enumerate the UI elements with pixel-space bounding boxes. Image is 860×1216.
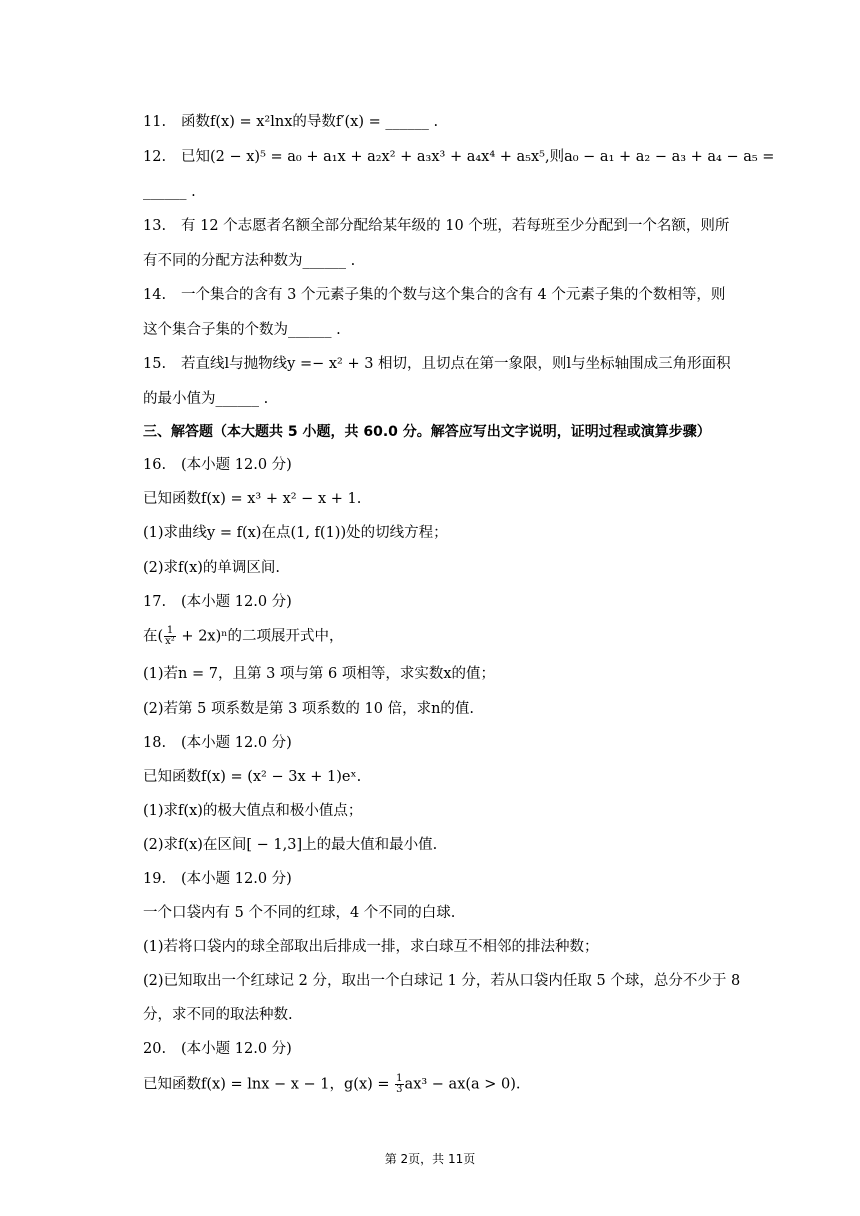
question-14-continued [143, 320, 753, 340]
question-text: 已知函数f(x) = x³ + x² − x + 1. [143, 491, 362, 507]
question-text: 的二项展开式中， [227, 628, 344, 645]
question-number: 12. [143, 149, 167, 165]
question-points: (本小题 12.0 分) [181, 1041, 292, 1057]
question-18-part-1 [143, 801, 753, 821]
question-text: ax³ − ax(a > 0). [404, 1076, 521, 1093]
question-17 [143, 592, 753, 612]
expression-prefix: 已知函数f(x) = lnx − x − 1，g(x) = [143, 1076, 395, 1093]
question-text: (1)若将口袋内的球全部取出后排成一排，求白球互不相邻的排法种数； [143, 939, 599, 955]
question-12 [143, 147, 775, 167]
question-text: 函数f(x) = x²lnx的导数f′(x) = ______ . [181, 114, 439, 130]
section-heading [143, 422, 753, 442]
fraction-denominator: x² [165, 636, 175, 647]
question-number: 13. [143, 218, 167, 234]
question-text: 分，求不同的取法种数. [143, 1007, 293, 1023]
fraction [395, 1074, 403, 1095]
question-18-stem [143, 767, 753, 787]
question-12-continued [143, 182, 753, 202]
question-number: 17. [143, 594, 167, 610]
question-text: 这个集合子集的个数为______ . [143, 322, 341, 338]
question-points: (本小题 12.0 分) [181, 594, 292, 610]
section-title: 三、解答题（本大题共 5 小题，共 60.0 分。解答应写出文字说明，证明过程或演算步骤） [143, 424, 711, 440]
expression-prefix: 在( [143, 628, 164, 645]
question-text: 已知函数f(x) = (x² − 3x + 1)eˣ. [143, 769, 362, 785]
question-16-part-1 [143, 523, 753, 543]
question-16-part-2 [143, 558, 753, 578]
question-points: (本小题 12.0 分) [181, 871, 292, 887]
question-number: 14. [143, 287, 167, 303]
question-17-stem [143, 626, 753, 647]
question-points: (本小题 12.0 分) [181, 735, 292, 751]
question-18-part-2 [143, 835, 753, 855]
question-number: 15. [143, 356, 167, 372]
page-footer: 第 2页，共 11页 [384, 1152, 476, 1166]
question-20 [143, 1039, 753, 1059]
question-number: 20. [143, 1041, 167, 1057]
expression-rest: + 2x)ⁿ [176, 628, 228, 645]
question-14 [143, 285, 753, 305]
question-text: (1)求曲线y = f(x)在点(1, f(1))处的切线方程； [143, 525, 448, 541]
question-text: 有 12 个志愿者名额全部分配给某年级的 10 个班，若每班至少分配到一个名额，则所 [181, 218, 730, 234]
question-text: (2)若第 5 项系数是第 3 项系数的 10 倍，求n的值. [143, 701, 475, 717]
question-16 [143, 455, 753, 475]
question-17-part-2 [143, 699, 753, 719]
question-16-stem [143, 489, 753, 509]
question-text: 的最小值为______ . [143, 391, 269, 407]
question-text: (2)已知取出一个红球记 2 分，取出一个白球记 1 分，若从口袋内任取 5 个球，总分不少于 8 [143, 973, 741, 989]
question-number: 19. [143, 871, 167, 887]
question-15-continued [143, 389, 753, 409]
question-text: (1)求f(x)的极大值点和极小值点； [143, 803, 363, 819]
question-text: ______ . [143, 184, 196, 200]
question-text: (2)求f(x)的单调区间. [143, 560, 281, 576]
question-19-part-1 [143, 937, 753, 957]
question-20-stem [143, 1074, 753, 1095]
question-13 [143, 216, 753, 236]
fraction-denominator: 3 [396, 1084, 403, 1095]
fraction-numerator: 1 [164, 626, 176, 637]
fraction [164, 626, 176, 647]
question-11 [143, 112, 753, 132]
question-text: 一个集合的含有 3 个元素子集的个数与这个集合的含有 4 个元素子集的个数相等，则 [181, 287, 726, 303]
question-text: 若直线l与抛物线y =− x² + 3 相切，且切点在第一象限，则l与坐标轴围成三角形面积 [181, 356, 731, 372]
question-points: (本小题 12.0 分) [181, 457, 292, 473]
question-number: 16. [143, 457, 167, 473]
question-text: 有不同的分配方法种数为______ . [143, 253, 356, 269]
question-13-continued [143, 251, 753, 271]
question-text: 一个口袋内有 5 个不同的红球，4 个不同的白球. [143, 905, 456, 921]
question-number: 18. [143, 735, 167, 751]
question-17-part-1 [143, 664, 753, 684]
fraction-numerator: 1 [396, 1073, 403, 1084]
question-text: (1)若n = 7，且第 3 项与第 6 项相等，求实数x的值； [143, 666, 496, 682]
question-15 [143, 354, 753, 374]
question-number: 11. [143, 114, 167, 130]
question-text: (2)求f(x)在区间[ − 1,3]上的最大值和最小值. [143, 837, 438, 853]
question-19-stem [143, 903, 753, 923]
question-18 [143, 733, 753, 753]
question-19-part-2-continued [143, 1005, 753, 1025]
question-19-part-2 [143, 971, 753, 991]
question-text: 已知(2 − x)⁵ = a₀ + a₁x + a₂x² + a₃x³ + a₄x⁴ + a₅x⁵,则a₀ − a₁ + a₂ − a₃ + a₄ − a₅ = [181, 149, 775, 165]
question-19 [143, 869, 753, 889]
